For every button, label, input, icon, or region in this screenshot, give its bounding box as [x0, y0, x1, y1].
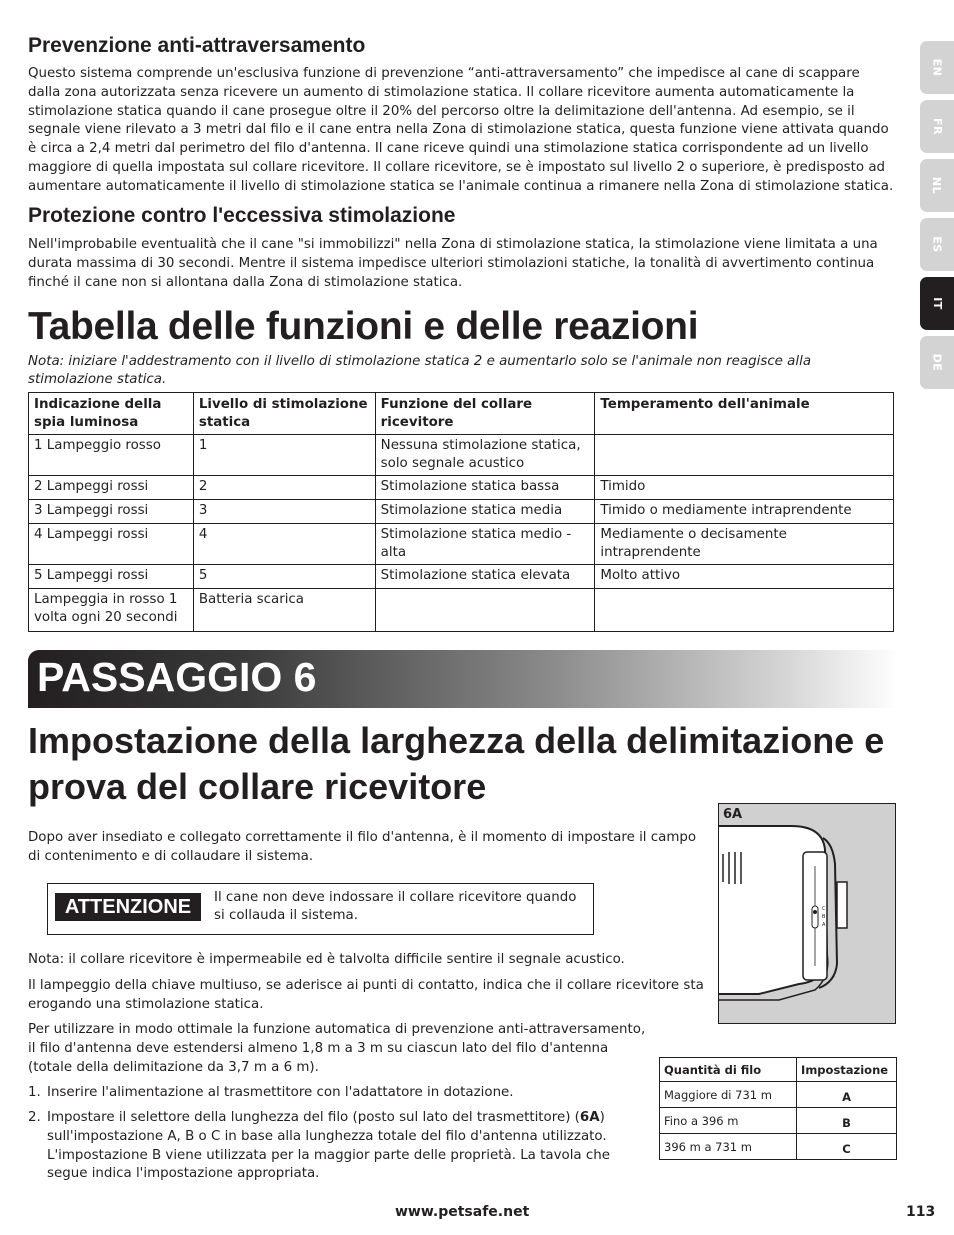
step-banner [28, 650, 898, 708]
lang-tab-label: EN [930, 58, 944, 77]
table-cell: 3 [193, 500, 375, 524]
lang-tab-it[interactable] [920, 277, 954, 330]
instruction-item-1 [28, 1084, 638, 1103]
page-title-function-table: Tabella delle funzioni e delle reazioni [28, 305, 699, 348]
table-row [29, 565, 894, 589]
step-intro: Dopo aver insediato e collegato correttamente il filo d'antenna, è il momento di impostare il campo di contenimento e di collaudare il sistema. [28, 830, 697, 864]
switch-letter-b: B [822, 914, 826, 920]
table-cell: Molto attivo [595, 565, 894, 589]
section-heading-anti-crossing: Prevenzione anti-attraversamento [28, 34, 366, 57]
list-text-part: Impostare il selettore della lunghezza del filo (posto sul lato del trasmettitore) ( [47, 1110, 580, 1125]
table-cell: Stimolazione statica elevata [375, 565, 595, 589]
table-cell: Mediamente o decisamente intraprendente [595, 524, 894, 565]
paragraph-anti-crossing: Questo sistema comprende un'esclusiva funzione di prevenzione “anti-attraversamento” che impedisce al cane di scappare dalla zona autorizzata senza ricevere un aumento di stimolazione statica. Il collare ricevitore aumenta automaticamente la stimolazione statica quando il cane prosegue oltre il 20% del percorso oltre la delimitazione dell'antenna. Ad esempio, se il segnale viene rilevato a 3 metri dal filo e il cane entra nella Zona di stimolazione statica, questa funzione viene attivata quando è circa a 2,4 metri dal perimetro del filo d'antenna. Il cane riceve quindi una stimolazione statica corrispondente ad un livello maggiore di quella impostata sul collare ricevitore. Il collare ricevitore, se è impostato sul livello 2 o superiore, è predisposto ad aumentare automaticamente il livello di stimolazione statica se l'animale continua a rimanere nella Zona di stimolazione statica. [28, 66, 894, 194]
warning-label: ATTENZIONE [55, 893, 201, 921]
table-cell: Stimolazione statica media [375, 500, 595, 524]
transmitter-illustration [719, 804, 896, 1024]
table-cell: 2 [193, 476, 375, 500]
page-number: 113 [906, 1204, 936, 1220]
paragraph-overstimulation: Nell'improbabile eventualità che il cane "si immobilizzi" nella Zona di stimolazione statica, la stimolazione viene limitata a una durata massima di 30 secondi. Mentre il sistema impedisce ulteriori stimolazioni statiche, la tonalità di avvertimento continua finché il cane non si allontana dalla Zona di stimolazione statica. [28, 237, 878, 290]
note-test-key: Il lampeggio della chiave multiuso, se aderisce ai punti di contatto, indica che il collare ricevitore sta erogando una stimolazione statica. [28, 978, 704, 1012]
table-cell: Timido [595, 476, 894, 500]
column-header: Impostazione [797, 1058, 897, 1082]
table-cell: Stimolazione statica bassa [375, 476, 595, 500]
table-cell: Stimolazione statica medio - alta [375, 524, 595, 565]
language-tabs [920, 41, 954, 395]
table-cell: Maggiore di 731 m [660, 1082, 797, 1108]
note-boundary-width: Per utilizzare in modo ottimale la funzione automatica di prevenzione anti-attraversamento, il filo d'antenna deve estendersi almeno 1,8 m a 3 m su ciascun lato del filo d'antenna (totale della delimitazione da 3,7 m a 6 m). [28, 1022, 646, 1075]
table-row [29, 524, 894, 565]
table-row [29, 589, 894, 632]
lang-tab-label: NL [930, 176, 944, 195]
lang-tab-nl[interactable] [920, 159, 954, 212]
instruction-item-2 [28, 1109, 628, 1184]
table-cell [595, 435, 894, 476]
table-cell [375, 589, 595, 632]
table-cell: Lampeggia in rosso 1 volta ogni 20 secondi [29, 589, 194, 632]
lang-tab-label: IT [930, 297, 944, 310]
lang-tab-label: DE [930, 353, 944, 372]
column-header: Quantità di filo [660, 1058, 797, 1082]
figure-reference: 6A [579, 1110, 600, 1125]
table-cell: Batteria scarica [193, 589, 375, 632]
table-note: Nota: iniziare l'addestramento con il livello di stimolazione statica 2 e aumentarlo solo se l'animale non reagisce alla stimolazione statica. [28, 354, 812, 387]
list-number: 2. [28, 1110, 41, 1125]
table-cell: C [797, 1134, 897, 1160]
note-waterproof: Nota: il collare ricevitore è impermeabile ed è talvolta difficile sentire il segnale acustico. [28, 952, 625, 967]
table-row [29, 500, 894, 524]
table-row [660, 1134, 897, 1160]
lang-tab-label: FR [930, 118, 944, 135]
warning-box [47, 883, 594, 935]
table-cell: 5 [193, 565, 375, 589]
list-text: Inserire l'alimentazione al trasmettitore con l'adattatore in dotazione. [47, 1085, 514, 1100]
column-header: Indicazione della spia luminosa [29, 393, 194, 435]
step-title: Impostazione della larghezza della delimitazione e prova del collare ricevitore [28, 720, 885, 807]
list-text [47, 1109, 628, 1184]
table-cell: Fino a 396 m [660, 1108, 797, 1134]
column-header: Temperamento dell'animale [595, 393, 894, 435]
table-cell: 1 Lampeggio rosso [29, 435, 194, 476]
wire-setting-table [659, 1057, 897, 1160]
step-banner-label: PASSAGGIO 6 [37, 654, 317, 700]
table-cell: 3 Lampeggi rossi [29, 500, 194, 524]
figure-6a [718, 803, 896, 1024]
table-cell: 5 Lampeggi rossi [29, 565, 194, 589]
switch-letter-a: A [822, 922, 826, 928]
table-cell: 1 [193, 435, 375, 476]
footer-website[interactable]: www.petsafe.net [395, 1204, 530, 1220]
table-cell: Nessuna stimolazione statica, solo segnale acustico [375, 435, 595, 476]
table-row [660, 1108, 897, 1134]
table-cell: A [797, 1082, 897, 1108]
table-cell: 2 Lampeggi rossi [29, 476, 194, 500]
lang-tab-fr[interactable] [920, 100, 954, 153]
table-cell [595, 589, 894, 632]
table-cell: 4 [193, 524, 375, 565]
table-row [29, 435, 894, 476]
section-heading-overstimulation: Protezione contro l'eccessiva stimolazione [28, 204, 456, 227]
switch-letter-c: C [822, 906, 826, 912]
column-header: Funzione del collare ricevitore [375, 393, 595, 435]
function-table [28, 392, 894, 632]
figure-label: 6A [723, 807, 743, 822]
warning-text: Il cane non deve indossare il collare ricevitore quando si collauda il sistema. [214, 890, 577, 923]
table-cell: B [797, 1108, 897, 1134]
lang-tab-es[interactable] [920, 218, 954, 271]
lang-tab-en[interactable] [920, 41, 954, 94]
column-header: Livello di stimolazione statica [193, 393, 375, 435]
list-text-part: ) sull'impostazione A, B o C in base alla lunghezza totale del filo d'antenna utilizzato. L'impostazione B viene utilizzata per la maggior parte delle proprietà. La tavola che segue indica l'impostazione appropriata. [47, 1110, 610, 1182]
list-number: 1. [28, 1085, 41, 1100]
lang-tab-label: ES [930, 236, 944, 253]
table-cell: 396 m a 731 m [660, 1134, 797, 1160]
table-cell: 4 Lampeggi rossi [29, 524, 194, 565]
table-cell: Timido o mediamente intraprendente [595, 500, 894, 524]
table-header-row [660, 1058, 897, 1082]
table-row [660, 1082, 897, 1108]
table-header-row [29, 393, 894, 435]
lang-tab-de[interactable] [920, 336, 954, 389]
table-row [29, 476, 894, 500]
